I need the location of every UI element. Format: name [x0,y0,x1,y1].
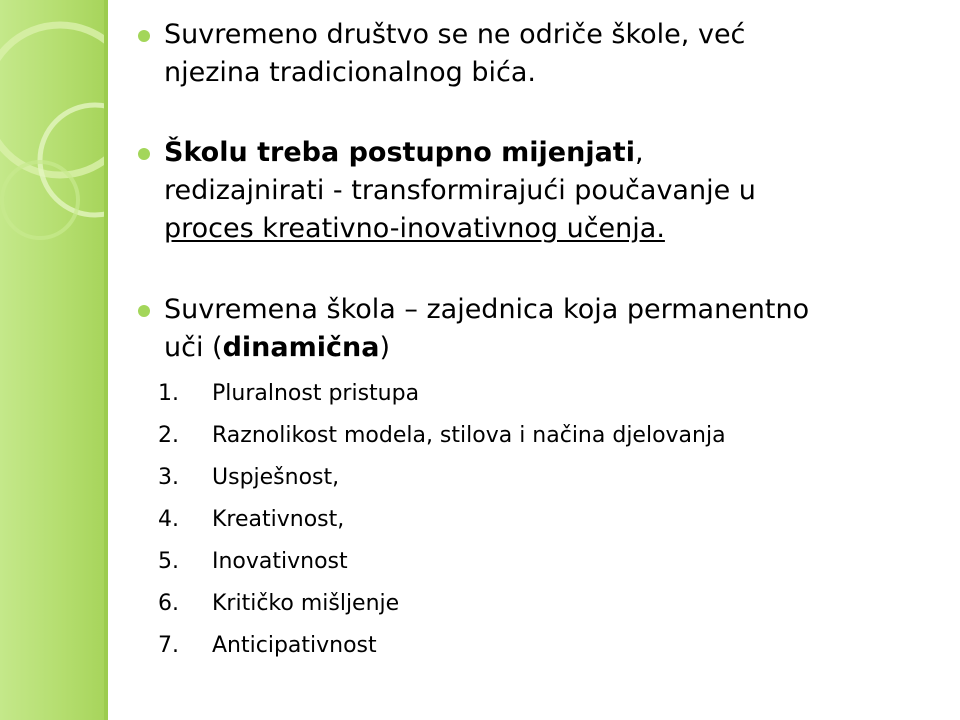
item-text: Kritičko mišljenje [212,591,400,616]
item-text: Inovativnost [212,549,348,574]
item-number: 2. [158,423,179,448]
item-number: 5. [158,549,179,574]
ring-large [0,25,108,175]
bullet-item-1 [134,16,934,92]
item-number: 3. [158,465,179,490]
item-number: 7. [158,633,179,658]
bullet-3-line-2 [164,329,934,367]
item-text: Anticipativnost [212,633,377,658]
item-number: 6. [158,591,179,616]
bullet-3-bold-text: dinamična [222,332,380,363]
bullet-item-2 [134,134,934,248]
bullet-dot [138,305,150,317]
item-text: Uspješnost, [212,465,340,490]
item-text: Pluralnost pristupa [212,381,420,406]
bullet-2-line-3 [164,210,934,248]
numbered-item [134,379,934,421]
bullet-dot [138,30,150,42]
bullet-dot [138,148,150,160]
side-band-edge [104,0,108,720]
numbered-item [134,463,934,505]
numbered-item [134,589,934,631]
bullet-3-line-1: Suvremena škola – zajednica koja permanentno [164,294,810,325]
decorative-side-band [0,0,108,720]
item-number: 1. [158,381,179,406]
item-text: Raznolikost modela, stilova i načina djelovanja [212,423,726,448]
bullet-2-line-2: redizajnirati - transformirajući poučavanje u [164,175,756,206]
item-text: Kreativnost, [212,507,345,532]
slide-content [134,16,934,673]
numbered-item [134,631,934,673]
numbered-item [134,547,934,589]
decorative-rings [0,0,108,720]
bullet-2-underlined-text: proces kreativno-inovativnog učenja. [164,213,665,244]
bullet-item-3 [134,291,934,367]
numbered-list [134,379,934,673]
bullet-2-bold-text: Školu treba postupno mijenjati [164,137,635,168]
bullet-2-line-1 [164,134,934,172]
ring-medium [40,105,108,215]
bullet-1-line-2: njezina tradicionalnog bića. [164,57,537,88]
item-number: 4. [158,507,179,532]
bullet-3-pre: uči ( [164,332,223,363]
bullet-3-post: ) [379,332,390,363]
numbered-item [134,421,934,463]
numbered-item [134,505,934,547]
bullet-2-comma: , [634,137,644,168]
bullet-1-line-1: Suvremeno društvo se ne odriče škole, već [164,19,746,50]
